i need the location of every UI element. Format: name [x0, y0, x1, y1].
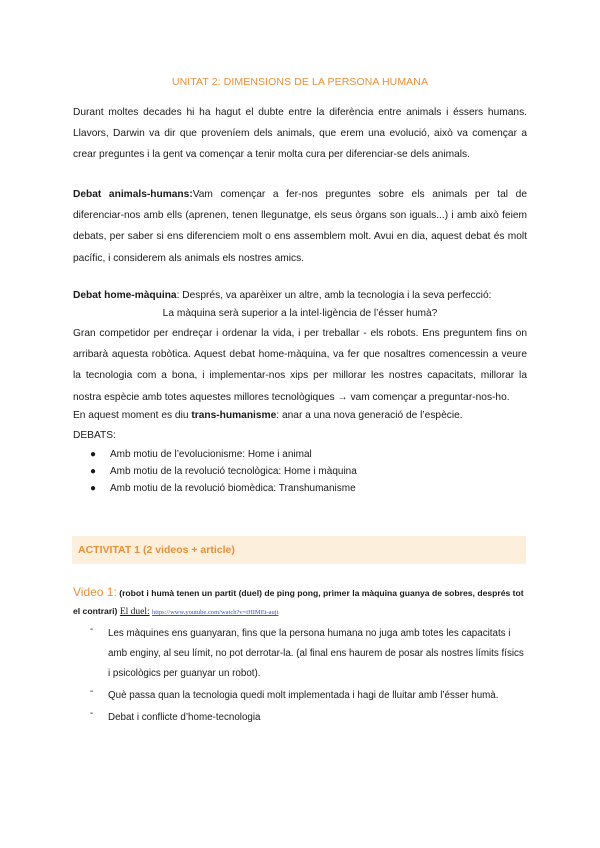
page-title: UNITAT 2: DIMENSIONS DE LA PERSONA HUMANA: [171, 76, 429, 88]
debate-machine-body: Gran competidor per endreçar i ordenar la vida, i per treballar - els robots. Ens preguntem fins on arribarà aquesta robòtica. Aquest debat home-màquina, va fer que nosaltres comencessin a veure la tecnologia com a bona, i implementar-nos xips per millorar les nostres capacitats, millorar la nostra espècie amb totes aquestes millores tecnològiques → vam començar a preguntar-nos-ho.: [73, 328, 527, 403]
video-line-2: [73, 602, 527, 622]
list-item-text: Què passa quan la tecnologia quedi molt implementada i hagi de lluitar amb l’ésser humà.: [108, 690, 499, 701]
list-item-text: Debat i conflicte d’home-tecnologia: [108, 712, 261, 723]
debate-animals-text: Vam començar a fer-nos preguntes sobre els animals per tal de diferenciar-nos amb ells (aprenen, tenen llegunatge, els seus òrgans son iguals...) i amb això feiem debats, per saber si ens diferenciem molt o ens assemblem molt. Avui en dia, aquest debat és molt pacífic, i considerem als animals els nostres amics.: [73, 189, 527, 264]
trans-suffix: : anar a una nova generació de l’espècie.: [276, 410, 463, 421]
video-title: El duel:: [119, 607, 150, 617]
debate-animals-paragraph: [73, 184, 527, 269]
debates-label: DEBATS:: [73, 430, 116, 441]
bullet-icon: ●: [90, 483, 97, 494]
trans-prefix: En aquest moment es diu: [73, 410, 192, 421]
dash-icon: -: [90, 686, 94, 697]
debate-machine-heading: Debat home-màquina: [73, 290, 177, 301]
debate-machine-intro-line: [73, 289, 527, 303]
transhumanism-line: [73, 409, 527, 423]
video-description-cont: el contrari): [73, 606, 120, 616]
list-item-text: Amb motiu de la revolució tecnològica: Home i màquina: [110, 466, 357, 477]
video-line-1: [73, 583, 527, 603]
trans-term: trans-humanisme: [191, 410, 277, 421]
dash-icon: -: [90, 708, 94, 719]
video-label: Video 1:: [73, 585, 117, 599]
bullet-icon: ●: [90, 466, 97, 477]
activity-heading-bar: [72, 536, 526, 564]
debate-machine-question: La màquina serà superior a la intel·ligència de l’ésser humà?: [162, 308, 438, 319]
list-item-text: Amb motiu de la revolució biomèdica: Transhumanisme: [110, 483, 356, 494]
debate-machine-intro: : Després, va aparèixer un altre, amb la tecnologia i la seva perfecció:: [176, 290, 492, 301]
list-item-text: Les màquines ens guanyaran, fins que la persona humana no juga amb totes les capacitats i amb enginy, al seu límit, no pot derrotar-la. (al final ens haurem de posar als nostres límits físics i psicològics per guanyar un robot).: [108, 628, 524, 679]
bullet-icon: ●: [90, 449, 97, 460]
video-description: (robot i humà tenen un partit (duel) de ping pong, primer la màquina guanya de sobres, després tot: [116, 588, 524, 598]
debate-animals-heading: Debat animals-humans:: [73, 189, 193, 200]
activity-heading: ACTIVITAT 1 (2 videos + article): [78, 544, 235, 556]
dash-icon: -: [90, 624, 94, 635]
list-item-text: Amb motiu de l’evolucionisme: Home i animal: [110, 449, 312, 460]
intro-paragraph: Durant moltes decades hi ha hagut el dubte entre la diferència entre animals i éssers humans. Llavors, Darwin va dir que proveníem dels animals, que erem una evolució, això va començar a crear preguntes i la gent va començar a tenir molta cura per diferenciar-se dels animals.: [73, 107, 527, 161]
video-link[interactable]: https://www.youtube.com/watch?v=tHIMEt-aujt: [152, 609, 279, 616]
